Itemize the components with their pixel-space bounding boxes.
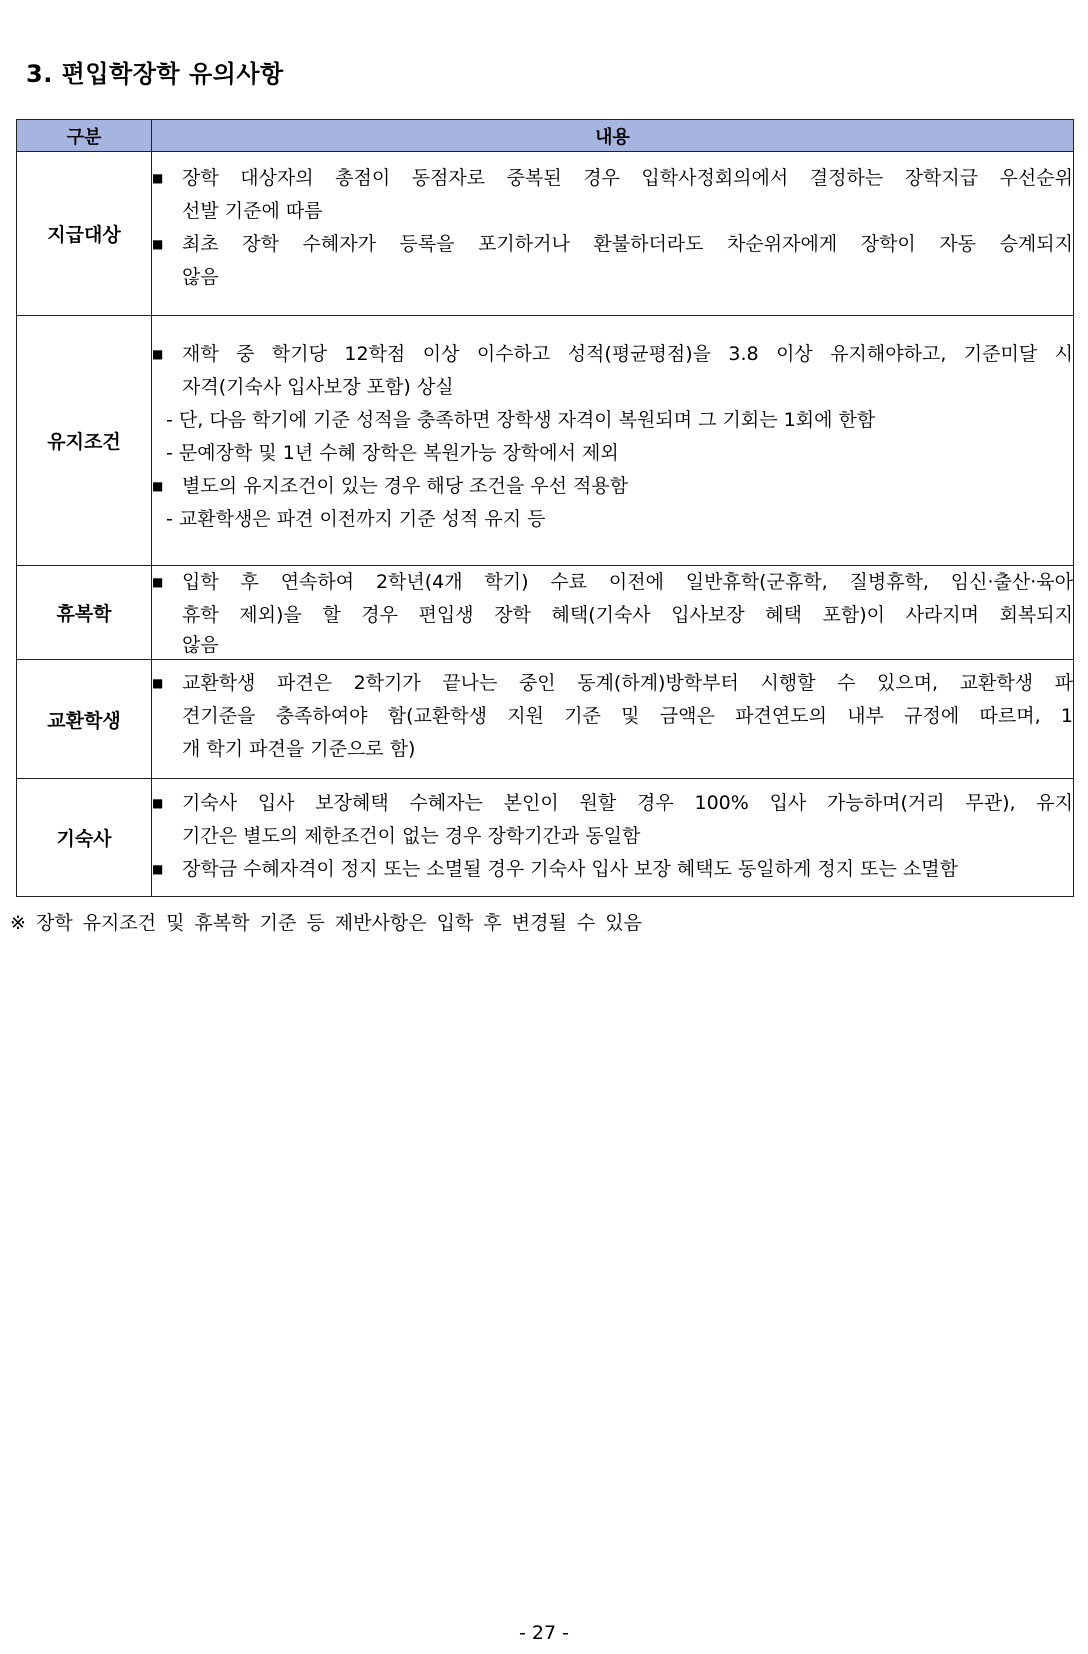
table-header-row — [17, 120, 1074, 152]
list-item: ■ 기숙사 입사 보장혜택 수혜자는 본인이 원할 경우 100% 입사 가능하며(거리 무관), 유지 — [152, 787, 1073, 820]
table-row — [17, 566, 1074, 660]
row-content — [152, 779, 1074, 897]
square-bullet-icon: ■ — [152, 237, 164, 251]
list-item-continuation: 견기준을 충족하여야 함(교환학생 지원 기준 및 금액은 파견연도의 내부 규정에 따르며, 1 — [182, 705, 1073, 727]
row-category: 지급대상 — [17, 152, 152, 316]
list-item: ■ 장학금 수혜자격이 정지 또는 소멸될 경우 기숙사 입사 보장 혜택도 동일하게 정지 또는 소멸함 — [152, 853, 1073, 886]
row-category: 교환학생 — [17, 660, 152, 779]
list-item-continuation: 기간은 별도의 제한조건이 없는 경우 장학기간과 동일함 — [182, 825, 641, 847]
square-bullet-icon: ■ — [152, 575, 164, 589]
row-content — [152, 566, 1074, 660]
header-category: 구분 — [17, 120, 152, 152]
table-row — [17, 152, 1074, 316]
sub-item: - 단, 다음 학기에 기준 성적을 충족하면 장학생 자격이 복원되며 그 기회는 1회에 한함 — [166, 409, 876, 431]
list-item-continuation: 자격(기숙사 입사보장 포함) 상실 — [182, 376, 454, 398]
list-item: ■ 교환학생 파견은 2학기가 끝나는 중인 동계(하계)방학부터 시행할 수 있으며, 교환학생 파 — [152, 667, 1073, 700]
list-item: ■ 재학 중 학기당 12학점 이상 이수하고 성적(평균평점)을 3.8 이상 유지해야하고, 기준미달 시 — [152, 338, 1073, 371]
header-content: 내용 — [152, 120, 1074, 152]
square-bullet-icon: ■ — [152, 171, 164, 185]
row-content — [152, 660, 1074, 779]
row-content — [152, 316, 1074, 566]
square-bullet-icon: ■ — [152, 796, 164, 810]
table-row — [17, 779, 1074, 897]
list-item-continuation: 휴학 제외)을 할 경우 편입생 장학 혜택(기숙사 입사보장 혜택 포함)이 사라지며 회복되지 — [182, 604, 1073, 626]
sub-item: - 문예장학 및 1년 수혜 장학은 복원가능 장학에서 제외 — [166, 442, 619, 464]
square-bullet-icon: ■ — [152, 862, 164, 876]
square-bullet-icon: ■ — [152, 676, 164, 690]
row-category: 유지조건 — [17, 316, 152, 566]
table-row — [17, 660, 1074, 779]
list-item-continuation: 않음 — [182, 266, 219, 288]
list-item-continuation: 개 학기 파견을 기준으로 함) — [182, 738, 416, 760]
table-row — [17, 316, 1074, 566]
list-item: ■ 입학 후 연속하여 2학년(4개 학기) 수료 이전에 일반휴학(군휴학, 질병휴학, 임신·출산·육아 — [152, 566, 1073, 599]
square-bullet-icon: ■ — [152, 479, 164, 493]
row-category: 휴복학 — [17, 566, 152, 660]
row-content — [152, 152, 1074, 316]
section-title: 3. 편입학장학 유의사항 — [26, 60, 284, 88]
list-item: ■ 장학 대상자의 총점이 동점자로 중복된 경우 입학사정회의에서 결정하는 장학지급 우선순위 — [152, 162, 1073, 195]
row-category: 기숙사 — [17, 779, 152, 897]
scholarship-notes-table — [16, 119, 1074, 897]
list-item-continuation: 않음 — [182, 634, 219, 656]
square-bullet-icon: ■ — [152, 347, 164, 361]
page-number: - 27 - — [519, 1622, 569, 1644]
sub-item: - 교환학생은 파견 이전까지 기준 성적 유지 등 — [166, 508, 546, 530]
list-item-continuation: 선발 기준에 따름 — [182, 200, 323, 222]
list-item: ■ 최초 장학 수혜자가 등록을 포기하거나 환불하더라도 차순위자에게 장학이 자동 승계되지 — [152, 228, 1073, 261]
footnote: ※ 장학 유지조건 및 휴복학 기준 등 제반사항은 입학 후 변경될 수 있음 — [10, 912, 642, 934]
list-item: ■ 별도의 유지조건이 있는 경우 해당 조건을 우선 적용함 — [152, 470, 1073, 503]
